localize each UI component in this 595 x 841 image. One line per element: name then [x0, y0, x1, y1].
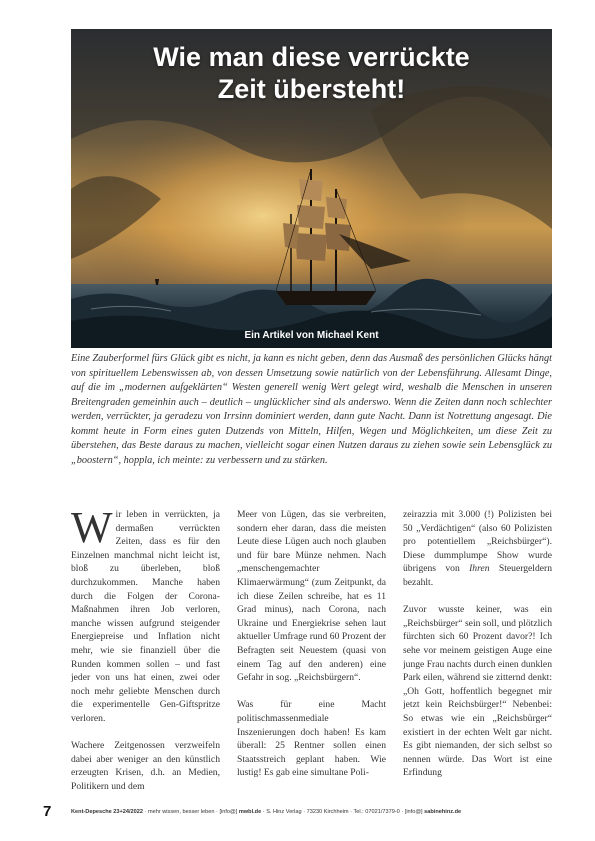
- paragraph-text: ir leben in verrückten, ja dermaßen verrückten Zeiten, dass es für den Einzelnen manchmal nicht leicht ist, bloß zu überleben, bloß durchzukommen. Manche haben durch die Folgen der Corona-Maßnahmen ihren Job verloren, manche wissen aufgrund steigender Energiepreise und Inflation nicht mehr, wie sie finanziell über die Runden kommen sollen – und fast jeder von uns hat einen, zwei oder noch mehr geliebte Menschen durch die experimentelle Gen-Giftspritze verloren.: [71, 509, 220, 724]
- paragraph: [71, 508, 220, 726]
- paragraph: Meer von Lügen, das sie verbreiten, sondern eher daran, dass die meisten Leute diese Lügen auch noch glauben und für bare Münze nehmen. Nach „menschengemachter Klimaerwärmung“ (zum Zeitpunkt, da ich diese Zeilen schreibe, hat es 11 Grad minus), nach Corona, nach Ukraine und Energiekrise sehen laut aktueller Umfrage rund 60 Prozent der Befragten seit Neuestem (quasi von einem Tag auf den anderen) eine Gefahr in sog. „Reichsbürgern“.: [237, 509, 386, 684]
- publication-name: Kent-Depesche 23+24/2022: [71, 809, 143, 815]
- website-link-mwbl[interactable]: mwbl.de: [238, 809, 262, 815]
- article-title: [71, 41, 552, 105]
- page-footer: [43, 803, 552, 820]
- paragraph-text: Steuergeldern bezahlt.: [403, 563, 552, 588]
- hero-image: [71, 29, 552, 348]
- article-body: [71, 508, 552, 800]
- paragraph: [403, 508, 552, 590]
- paragraph: Was für eine Macht politischmassenmediale Inszenierungen doch haben! Es kam überall: 25 Rentner sollen einen Staatsstreich geplant haben. Wie lustig! Es gab eine simultane Poli-: [237, 699, 386, 779]
- article-column-1: [71, 508, 220, 800]
- emphasis-text: Ihren: [469, 563, 490, 575]
- website-link-sabinehinz[interactable]: sabinehinz.de: [424, 809, 462, 815]
- author-byline: Ein Artikel von Michael Kent: [244, 330, 379, 341]
- paragraph: Wachere Zeitgenossen verzweifeln dabei aber weniger an den künstlich erzeugten Krisen, d.h. an Medien, Politikern und dem: [71, 740, 220, 792]
- article-title-line-1: Wie man diese verrückte: [153, 42, 470, 72]
- footer-segment: · S. Hinz Verlag · 73230 Kirchheim · Tel.: 07021/7379-0 · [info@]: [261, 809, 425, 815]
- lead-paragraph: Eine Zauberformel fürs Glück gibt es nicht, ja kann es nicht geben, denn das Ausmaß des persönlichen Glücks hängt von spirituellem Lebenswissen ab, von dessen Umsetzung sowie natürlich von der Lebensführung. Allesamt Dinge, auf die im „modernen aufgeklärten“ Westen generell wenig Wert gelegt wird, weshalb die Menschen in unseren Breitengraden gemeinhin auch – deutlich – unglücklicher sind als anderswo. Wenn die Zeiten dann noch schlechter werden, verrückter, ja geradezu von Irrsinn dominiert werden, dann gute Nacht. Dann ist Notrettung angesagt. Die kommt heute in Form eines guten Dutzends von Mitteln, Hilfen, Wegen und Möglichkeiten, um diese Zeit zu überstehen, das Beste daraus zu machen, vielleicht sogar einen Nutzen daraus zu ziehen sowie sein Lebensglück zu „boostern“, hoppla, ich meinte: zu verbessern und zu stärken.: [71, 353, 552, 466]
- footer-text: [71, 809, 461, 815]
- page-number: 7: [43, 803, 52, 820]
- article-column-3: [403, 508, 552, 800]
- drop-cap: W: [71, 508, 113, 552]
- paragraph: Zuvor wusste keiner, was ein „Reichsbürger“ sein soll, und plötzlich fürchten sich 60 Prozent davor?! Ich sehe vor meinem geistigen Auge eine junge Frau nachts durch einen dunklen Park eilen, während sie zitternd denkt: „Oh Gott, hoffentlich begegnet mir jetzt kein Reichsbürger!“ Nebenbei: So etwas wie ein „Reichsbürger“ existiert in der echten Welt gar nicht. Es gibt niemanden, der sich selbst so nennen würde. Das Wort ist eine Erfindung: [403, 604, 552, 779]
- article-title-line-2: Zeit übersteht!: [217, 74, 406, 104]
- footer-segment: · mehr wissen, besser leben · [info@]: [142, 809, 239, 815]
- paragraph-text: zeirazzia mit 3.000 (!) Polizisten bei 50 „Verdächtigen“ (also 60 Polizisten pro potentiellem „Reichsbürger“). Diese dummplumpe Show wurde übrigens von: [403, 509, 552, 575]
- article-column-2: [237, 508, 386, 800]
